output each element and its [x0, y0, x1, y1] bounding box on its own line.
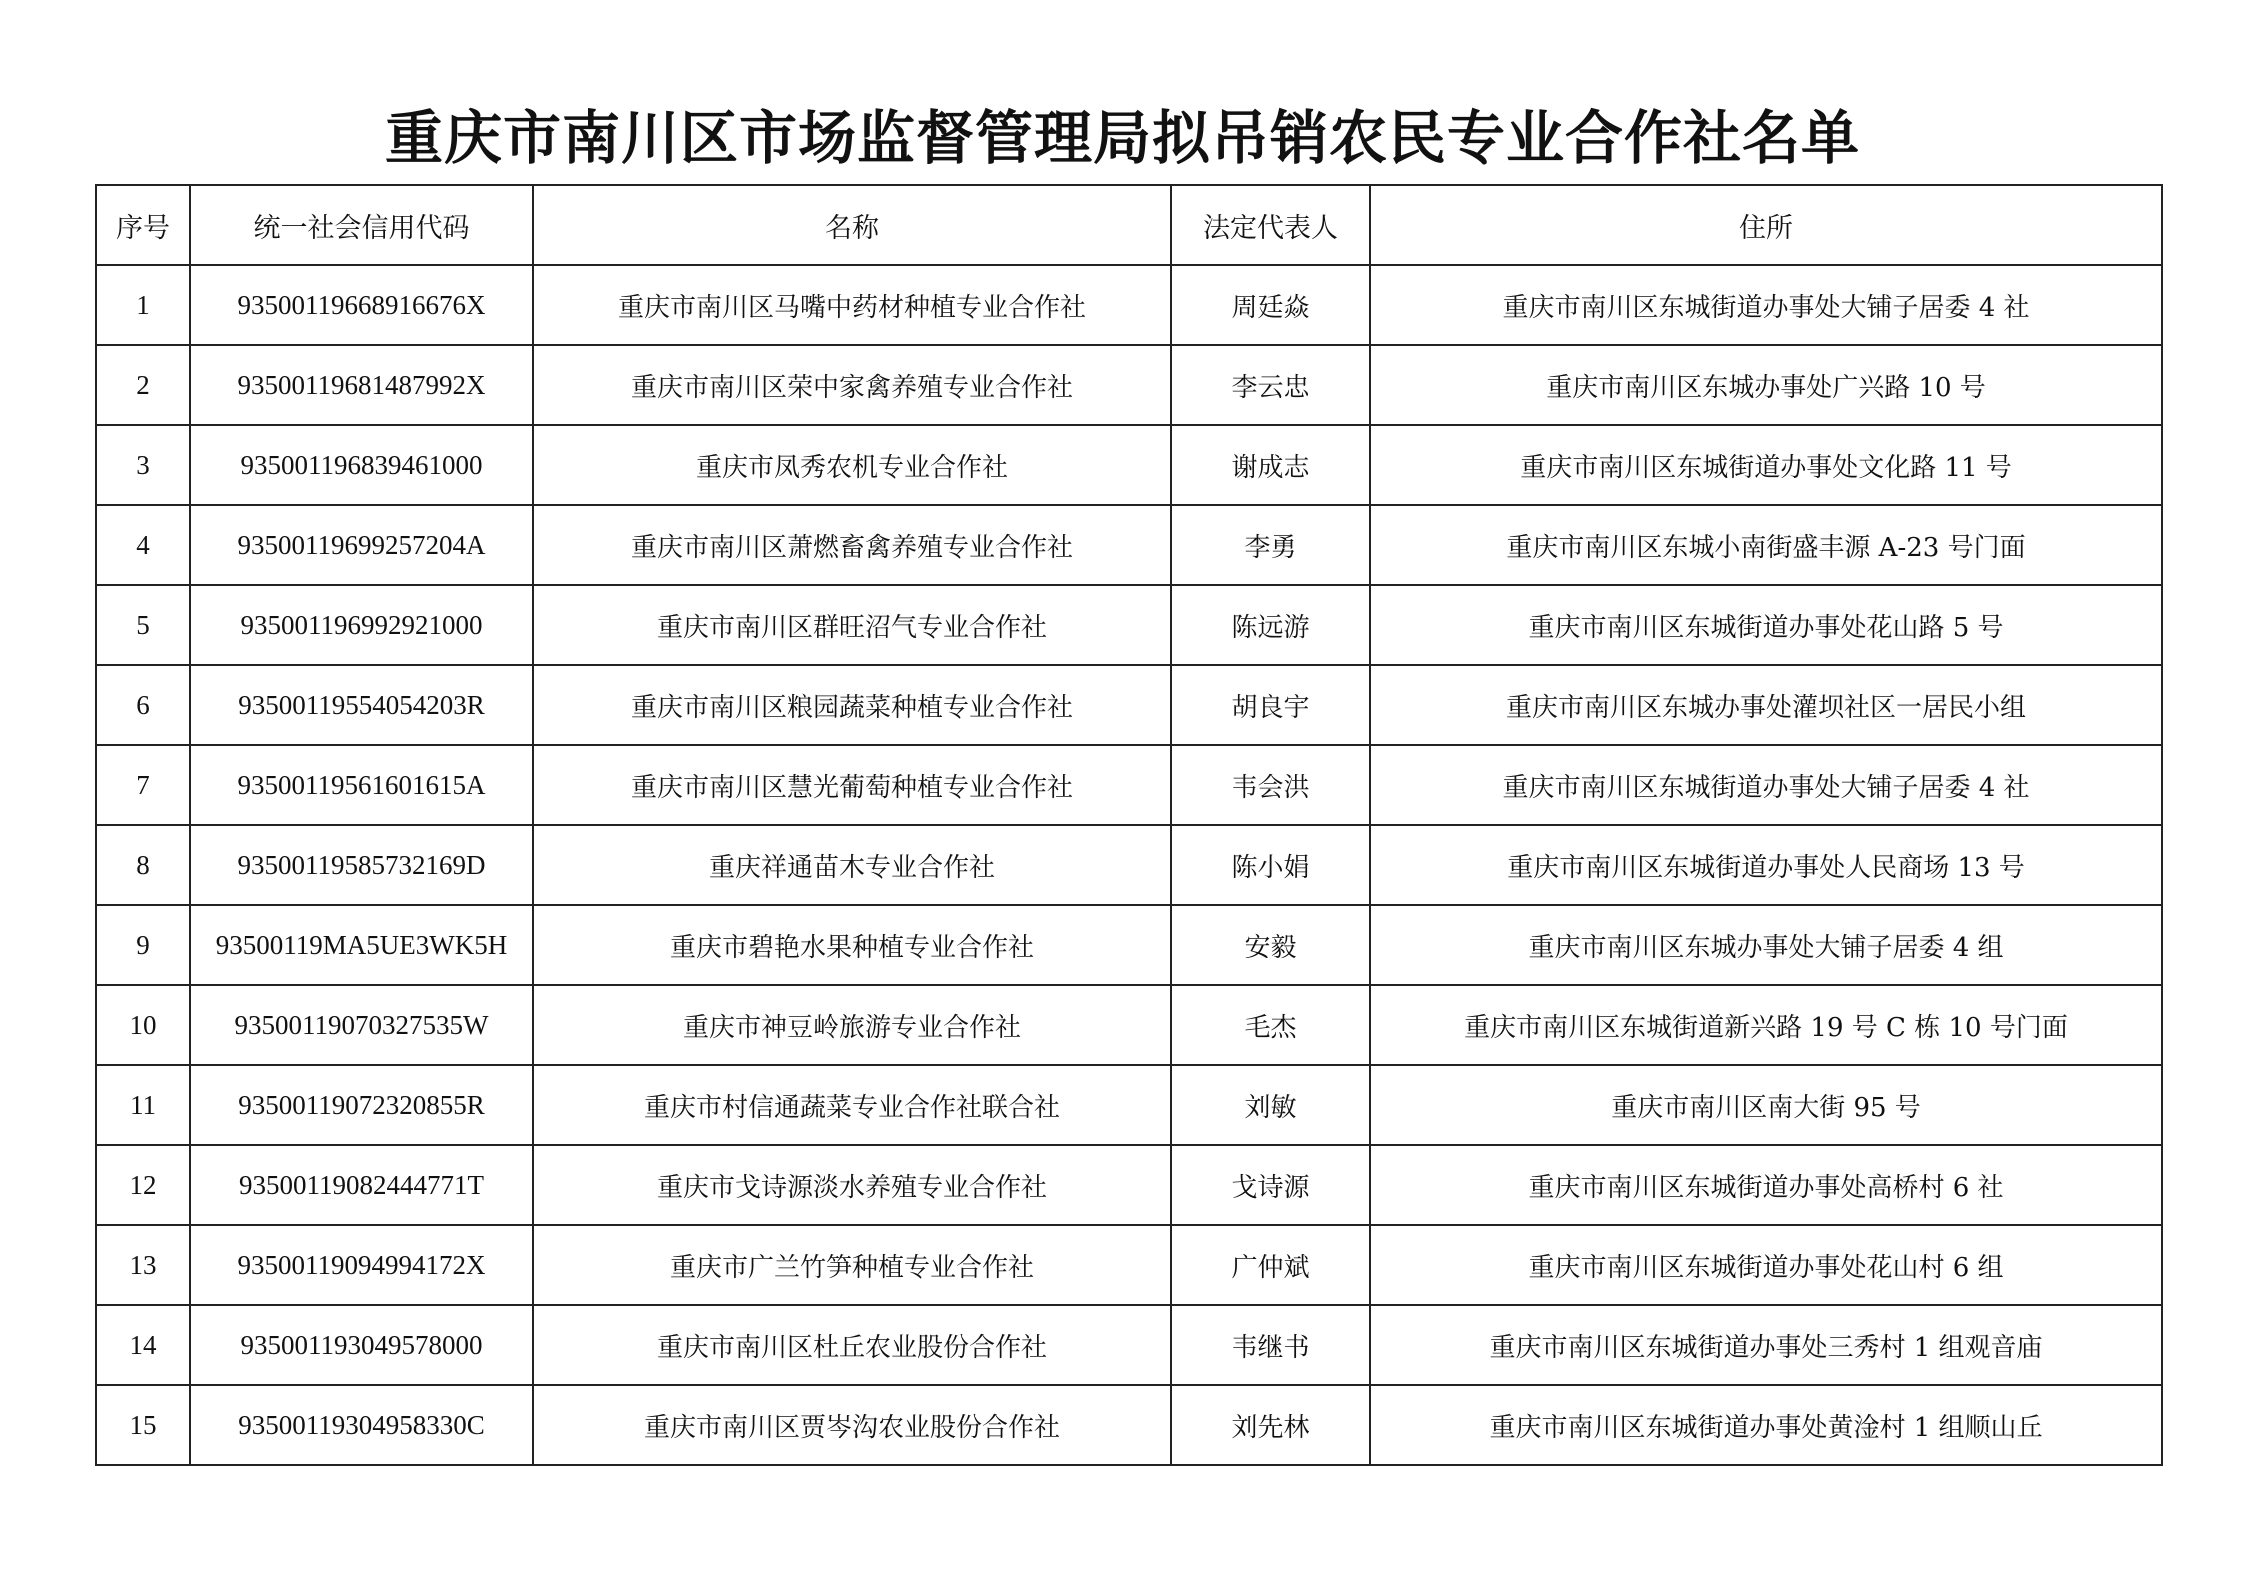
header-index: 序号: [96, 185, 190, 265]
cell-legal-rep: 韦会洪: [1171, 745, 1370, 825]
cell-name: 重庆市南川区贾岑沟农业股份合作社: [533, 1385, 1171, 1465]
cell-index: 13: [96, 1225, 190, 1305]
cell-address: 重庆市南川区东城街道办事处花山路 5 号: [1370, 585, 2162, 665]
cell-credit-code: 935001193049578000: [190, 1305, 533, 1385]
table-row: [96, 665, 2162, 745]
cell-address: 重庆市南川区东城街道办事处文化路 11 号: [1370, 425, 2162, 505]
cell-index: 3: [96, 425, 190, 505]
cell-address: 重庆市南川区东城办事处广兴路 10 号: [1370, 345, 2162, 425]
table-row: [96, 585, 2162, 665]
cell-index: 1: [96, 265, 190, 345]
table-row: [96, 1385, 2162, 1465]
cell-address: 重庆市南川区东城小南街盛丰源 A-23 号门面: [1370, 505, 2162, 585]
cell-credit-code: 93500119681487992X: [190, 345, 533, 425]
cell-address: 重庆市南川区东城办事处灌坝社区一居民小组: [1370, 665, 2162, 745]
cell-index: 11: [96, 1065, 190, 1145]
cell-credit-code: 93500119561601615A: [190, 745, 533, 825]
table-row: [96, 985, 2162, 1065]
cell-address: 重庆市南川区东城街道办事处花山村 6 组: [1370, 1225, 2162, 1305]
cell-legal-rep: 谢成志: [1171, 425, 1370, 505]
cell-index: 10: [96, 985, 190, 1065]
table-row: [96, 1065, 2162, 1145]
cell-credit-code: 935001196839461000: [190, 425, 533, 505]
header-credit-code: 统一社会信用代码: [190, 185, 533, 265]
cell-index: 15: [96, 1385, 190, 1465]
table-row: [96, 425, 2162, 505]
cell-credit-code: 935001196992921000: [190, 585, 533, 665]
cell-name: 重庆市南川区群旺沼气专业合作社: [533, 585, 1171, 665]
cooperative-list-table: [95, 184, 2163, 1466]
cell-credit-code: 93500119072320855R: [190, 1065, 533, 1145]
cell-credit-code: 93500119070327535W: [190, 985, 533, 1065]
table-row: [96, 1225, 2162, 1305]
cell-name: 重庆市碧艳水果种植专业合作社: [533, 905, 1171, 985]
cell-address: 重庆市南川区南大街 95 号: [1370, 1065, 2162, 1145]
cell-index: 14: [96, 1305, 190, 1385]
table-header-row: [96, 185, 2162, 265]
cell-name: 重庆市南川区杜丘农业股份合作社: [533, 1305, 1171, 1385]
cell-legal-rep: 李勇: [1171, 505, 1370, 585]
cell-address: 重庆市南川区东城街道办事处黄淦村 1 组顺山丘: [1370, 1385, 2162, 1465]
cell-address: 重庆市南川区东城街道办事处高桥村 6 社: [1370, 1145, 2162, 1225]
cell-name: 重庆市南川区粮园蔬菜种植专业合作社: [533, 665, 1171, 745]
cell-legal-rep: 陈小娟: [1171, 825, 1370, 905]
cell-legal-rep: 胡良宇: [1171, 665, 1370, 745]
cell-legal-rep: 广仲斌: [1171, 1225, 1370, 1305]
cell-address: 重庆市南川区东城办事处大铺子居委 4 组: [1370, 905, 2162, 985]
table-row: [96, 505, 2162, 585]
table-row: [96, 265, 2162, 345]
cell-address: 重庆市南川区东城街道办事处人民商场 13 号: [1370, 825, 2162, 905]
cell-credit-code: 93500119585732169D: [190, 825, 533, 905]
cell-name: 重庆市南川区慧光葡萄种植专业合作社: [533, 745, 1171, 825]
cell-credit-code: 93500119MA5UE3WK5H: [190, 905, 533, 985]
cell-legal-rep: 刘先林: [1171, 1385, 1370, 1465]
cell-address: 重庆市南川区东城街道办事处大铺子居委 4 社: [1370, 745, 2162, 825]
cell-legal-rep: 周廷焱: [1171, 265, 1370, 345]
cell-name: 重庆市南川区马嘴中药材种植专业合作社: [533, 265, 1171, 345]
cell-index: 8: [96, 825, 190, 905]
table-row: [96, 345, 2162, 425]
cell-address: 重庆市南川区东城街道办事处三秀村 1 组观音庙: [1370, 1305, 2162, 1385]
cell-name: 重庆祥通苗木专业合作社: [533, 825, 1171, 905]
table-row: [96, 905, 2162, 985]
table-row: [96, 825, 2162, 905]
cell-index: 4: [96, 505, 190, 585]
cell-name: 重庆市神豆岭旅游专业合作社: [533, 985, 1171, 1065]
cell-index: 9: [96, 905, 190, 985]
cell-name: 重庆市南川区萧燃畜禽养殖专业合作社: [533, 505, 1171, 585]
table-row: [96, 745, 2162, 825]
cell-credit-code: 93500119304958330C: [190, 1385, 533, 1465]
cell-index: 12: [96, 1145, 190, 1225]
cell-legal-rep: 戈诗源: [1171, 1145, 1370, 1225]
cell-index: 6: [96, 665, 190, 745]
cell-credit-code: 93500119082444771T: [190, 1145, 533, 1225]
cell-credit-code: 93500119094994172X: [190, 1225, 533, 1305]
cell-credit-code: 93500119554054203R: [190, 665, 533, 745]
cell-address: 重庆市南川区东城街道新兴路 19 号 C 栋 10 号门面: [1370, 985, 2162, 1065]
header-name: 名称: [533, 185, 1171, 265]
cell-credit-code: 93500119699257204A: [190, 505, 533, 585]
table-row: [96, 1305, 2162, 1385]
cell-name: 重庆市南川区荣中家禽养殖专业合作社: [533, 345, 1171, 425]
cell-credit-code: 93500119668916676X: [190, 265, 533, 345]
cell-legal-rep: 毛杰: [1171, 985, 1370, 1065]
cell-name: 重庆市凤秀农机专业合作社: [533, 425, 1171, 505]
cell-index: 7: [96, 745, 190, 825]
cell-name: 重庆市戈诗源淡水养殖专业合作社: [533, 1145, 1171, 1225]
cell-name: 重庆市村信通蔬菜专业合作社联合社: [533, 1065, 1171, 1145]
cell-legal-rep: 李云忠: [1171, 345, 1370, 425]
table-row: [96, 1145, 2162, 1225]
header-address: 住所: [1370, 185, 2162, 265]
cell-index: 5: [96, 585, 190, 665]
cell-address: 重庆市南川区东城街道办事处大铺子居委 4 社: [1370, 265, 2162, 345]
cell-index: 2: [96, 345, 190, 425]
cell-legal-rep: 安毅: [1171, 905, 1370, 985]
cell-legal-rep: 韦继书: [1171, 1305, 1370, 1385]
document-title: 重庆市南川区市场监督管理局拟吊销农民专业合作社名单: [384, 104, 1860, 172]
cell-legal-rep: 陈远游: [1171, 585, 1370, 665]
cell-name: 重庆市广兰竹笋种植专业合作社: [533, 1225, 1171, 1305]
header-legal-rep: 法定代表人: [1171, 185, 1370, 265]
cell-legal-rep: 刘敏: [1171, 1065, 1370, 1145]
